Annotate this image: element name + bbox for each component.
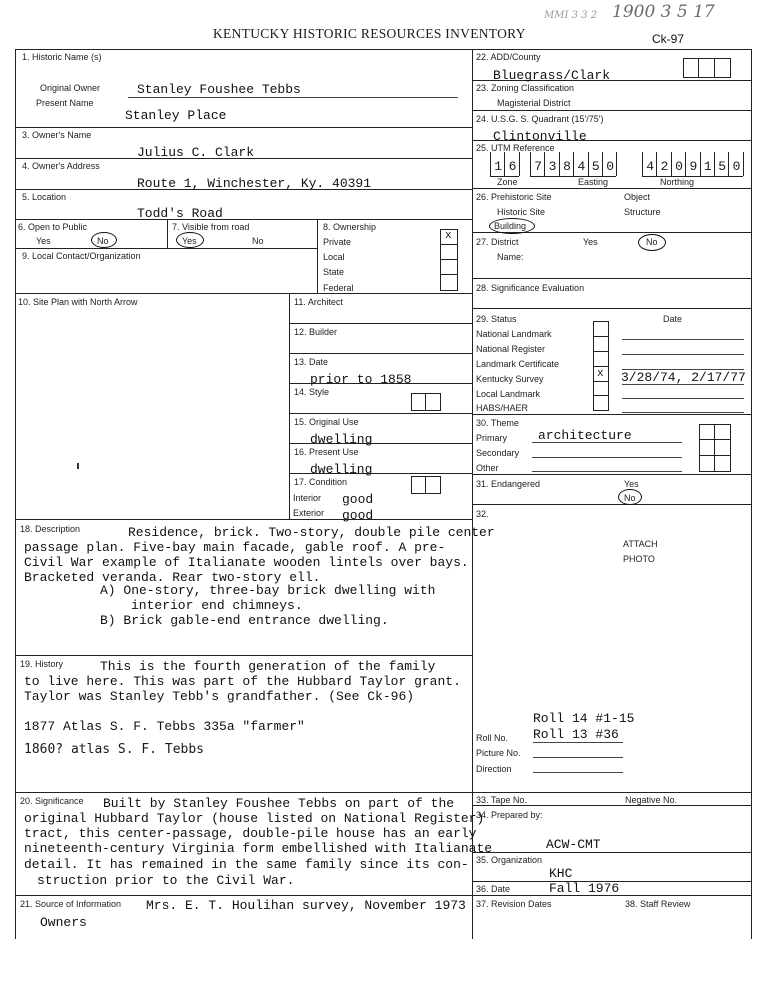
f8-private: Private [323, 237, 352, 247]
divider [15, 219, 472, 220]
negative-label: Negative No. [625, 795, 678, 805]
attach-photo-1: ATTACH [623, 539, 658, 549]
divider [440, 259, 457, 260]
status-date-label: Date [663, 314, 683, 324]
utm-cell-end [743, 152, 744, 176]
style-box[interactable] [411, 393, 441, 411]
history-line-3: Taylor was Stanley Tebb's grandfather. (See Ck-96) [24, 689, 415, 704]
f33-label: 33. Tape No. [476, 795, 527, 805]
utm-digit: 0 [728, 152, 743, 176]
atlas-1860: 1860? atlas S. F. Tebbs [24, 742, 205, 757]
f1-label: 1. Historic Name (s) [22, 52, 102, 62]
f31-no: No [624, 493, 636, 503]
district-name-label: Name: [497, 252, 524, 262]
f8-state: State [323, 267, 345, 277]
present-name-value: Stanley Place [125, 108, 227, 123]
underline [533, 742, 623, 743]
f10-label: 10. Site Plan with North Arrow [18, 297, 138, 307]
divider [472, 504, 751, 505]
quadrant-value: Clintonville [493, 129, 587, 144]
utm-digit: 8 [559, 152, 574, 176]
divider [699, 455, 730, 456]
f29-label: 29. Status [476, 314, 517, 324]
frame-left [15, 49, 16, 939]
historic-site-label: Historic Site [497, 207, 546, 217]
f15-label: 15. Original Use [294, 417, 359, 427]
f7-no: No [252, 236, 264, 246]
divider [15, 792, 472, 793]
picture-label: Picture No. [476, 748, 521, 758]
f4-label: 4. Owner's Address [22, 161, 100, 171]
f8-local: Local [323, 252, 345, 262]
divider [593, 351, 608, 352]
frame-top [15, 49, 751, 50]
utm-digit: 3 [544, 152, 559, 176]
county-value: Bluegrass/Clark [493, 68, 611, 83]
stray-mark [77, 463, 79, 469]
divider [15, 519, 472, 520]
divider [425, 476, 426, 493]
f9-label: 9. Local Contact/Organization [22, 251, 141, 261]
owner-address-value: Route 1, Winchester, Ky. 40391 [137, 176, 372, 191]
owner-name-value: Julius C. Clark [137, 145, 255, 160]
utm-digit: 6 [504, 152, 519, 176]
present-use-value: dwelling [310, 462, 373, 477]
theme-grid[interactable] [699, 424, 731, 472]
divider [167, 219, 168, 248]
roll-value-2: Roll 13 #36 [533, 727, 619, 742]
f31-yes: Yes [624, 479, 639, 489]
primary-value: architecture [538, 428, 632, 443]
utm-digit: 4 [573, 152, 588, 176]
significance-line-2: original Hubbard Taylor (house listed on National Register) [24, 811, 485, 826]
f27-no-circle [638, 234, 666, 251]
significance-line-6: struction prior to the Civil War. [37, 873, 295, 888]
original-owner-label: Original Owner [40, 83, 101, 93]
divider [593, 381, 608, 382]
zone-label: Zone [497, 177, 518, 187]
underline [622, 398, 744, 399]
utm-digit: 7 [530, 152, 545, 176]
utm-digit: 2 [656, 152, 671, 176]
f32-label: 32. [476, 509, 489, 519]
divider [425, 393, 426, 410]
divider [440, 274, 457, 275]
status-item-national-landmark: National Landmark [476, 329, 552, 339]
f38-label: 38. Staff Review [625, 899, 691, 909]
f11-label: 11. Architect [294, 297, 343, 307]
original-owner-value: Stanley Foushee Tebbs [137, 82, 301, 97]
structure-label: Structure [624, 207, 661, 217]
description-line-6: interior end chimneys. [131, 598, 303, 613]
f35-label: 35. Organization [476, 855, 543, 865]
building-circle [489, 218, 535, 234]
primary-label: Primary [476, 433, 507, 443]
underline [622, 412, 744, 413]
f6-yes: Yes [36, 236, 51, 246]
f5-label: 5. Location [22, 192, 67, 202]
divider [472, 474, 751, 475]
f18-label: 18. Description [20, 524, 81, 534]
underline [533, 757, 623, 758]
condition-box[interactable] [411, 476, 441, 494]
divider [593, 366, 608, 367]
divider [15, 293, 472, 294]
utm-cell-end [616, 152, 617, 176]
private-mark: x [445, 230, 452, 242]
f7-yes-circle [176, 232, 204, 248]
f8-federal: Federal [323, 283, 354, 293]
county-code-box[interactable] [683, 58, 731, 78]
other-label: Other [476, 463, 499, 473]
source-value-2: Owners [40, 915, 87, 930]
f12-label: 12. Builder [294, 327, 338, 337]
utm-digit: 1 [700, 152, 715, 176]
status-item-habs-haer: HABS/HAER [476, 403, 529, 413]
form-id: Ck-97 [652, 32, 685, 46]
original-use-value: dwelling [310, 432, 373, 447]
f36-label: 36. Date [476, 884, 511, 894]
divider [15, 655, 472, 656]
f19-label: 19. History [20, 659, 64, 669]
survey-mark: x [597, 368, 604, 380]
f21-label: 21. Source of Information [20, 899, 122, 909]
prep-date-value: Fall 1976 [549, 881, 620, 896]
description-line-5: A) One-story, three-bay brick dwelling with [100, 583, 436, 598]
f37-label: 37. Revision Dates [476, 899, 552, 909]
f34-label: 34. Prepared by: [476, 810, 543, 820]
underline [532, 471, 682, 472]
f27-label: 27. District [476, 237, 519, 247]
object-label: Object [624, 192, 651, 202]
divider [472, 414, 751, 415]
f25-label: 25. UTM Reference [476, 143, 555, 153]
f6-no: No [97, 236, 109, 246]
divider [593, 395, 608, 396]
underline [622, 339, 744, 340]
divider [714, 424, 715, 471]
divider [472, 278, 751, 279]
divider [440, 244, 457, 245]
divider [472, 805, 751, 806]
organization-value: KHC [549, 866, 573, 881]
utm-cell-end [519, 152, 520, 176]
f27-no: No [646, 237, 658, 247]
secondary-label: Secondary [476, 448, 520, 458]
atlas-1877: 1877 Atlas S. F. Tebbs 335a "farmer" [24, 719, 305, 734]
underline [532, 442, 682, 443]
underline [622, 354, 744, 355]
easting-label: Easting [578, 177, 609, 187]
attach-photo-2: PHOTO [623, 554, 655, 564]
f26-label: 26. Prehistoric Site [476, 192, 552, 202]
divider [472, 110, 751, 111]
divider [699, 439, 730, 440]
frame-right [751, 49, 752, 939]
divider [15, 248, 317, 249]
form-title: KENTUCKY HISTORIC RESOURCES INVENTORY [213, 26, 526, 41]
f7-label: 7. Visible from road [172, 222, 250, 232]
source-value: Mrs. E. T. Houlihan survey, November 1973 [146, 898, 466, 913]
prepared-by-value: ACW-CMT [546, 837, 601, 852]
description-line-1: Residence, brick. Two-story, double pile center [128, 525, 495, 540]
utm-digit: 0 [602, 152, 617, 176]
significance-line-1: Built by Stanley Foushee Tebbs on part of the [103, 796, 455, 811]
divider [472, 852, 751, 853]
f8-label: 8. Ownership [323, 222, 377, 232]
f6-no-circle [91, 232, 117, 248]
f13-label: 13. Date [294, 357, 329, 367]
handwritten-stamp: 1900 3 5 17 [612, 2, 715, 22]
survey-dates: 3/28/74, 2/17/77 [621, 370, 746, 385]
f30-label: 30. Theme [476, 418, 519, 428]
status-item-landmark-certificate: Landmark Certificate [476, 359, 560, 369]
exterior-label: Exterior [293, 508, 325, 518]
f6-label: 6. Open to Public [18, 222, 88, 232]
f17-label: 17. Condition [294, 477, 348, 487]
present-name-label: Present Name [36, 98, 94, 108]
exterior-value: good [342, 508, 374, 523]
interior-value: good [342, 492, 374, 507]
building-label: Building [494, 221, 527, 231]
f14-label: 14. Style [294, 387, 330, 397]
divider [472, 308, 751, 309]
divider [714, 58, 715, 77]
utm-digit: 5 [588, 152, 603, 176]
significance-line-4: nineteenth-century Virginia form embellished with Italianate [24, 841, 493, 856]
direction-label: Direction [476, 764, 512, 774]
status-item-local-landmark: Local Landmark [476, 389, 541, 399]
f31-no-circle [618, 489, 642, 505]
f31-label: 31. Endangered [476, 479, 541, 489]
divider [472, 792, 751, 793]
status-item-national-register: National Register [476, 344, 546, 354]
divider [317, 219, 318, 293]
divider [289, 323, 472, 324]
stamp-prefix: MMI 3 3 2 [544, 10, 598, 21]
divider [15, 895, 472, 896]
utm-digit: 5 [714, 152, 729, 176]
f7-yes: Yes [182, 236, 197, 246]
interior-label: Interior [293, 493, 322, 503]
f22-label: 22. ADD/County [476, 52, 541, 62]
zoning-value: Magisterial District [497, 98, 571, 108]
date-value: prior to 1858 [310, 372, 412, 387]
f16-label: 16. Present Use [294, 447, 359, 457]
description-line-4: Bracketed veranda. Rear two-story ell. [24, 570, 321, 585]
f28-label: 28. Significance Evaluation [476, 283, 585, 293]
location-value: Todd's Road [137, 206, 223, 221]
divider [593, 336, 608, 337]
divider [15, 127, 472, 128]
history-line-2: to live here. This was part of the Hubbard Taylor grant. [24, 674, 461, 689]
divider [698, 58, 699, 77]
f23-label: 23. Zoning Classification [476, 83, 575, 93]
significance-line-5: detail. It has remained in the same family since its con- [24, 857, 469, 872]
underline [128, 97, 458, 98]
roll-label: Roll No. [476, 733, 509, 743]
f3-label: 3. Owner's Name [22, 130, 92, 140]
divider [289, 413, 472, 414]
description-line-3: Civil War example of Italianate wooden lintels over bays. [24, 555, 469, 570]
divider [289, 293, 290, 519]
history-line-1: This is the fourth generation of the family [100, 659, 436, 674]
divider [289, 353, 472, 354]
description-line-2: passage plan. Five-bay main facade, gable roof. A pre- [24, 540, 446, 555]
roll-value-1: Roll 14 #1-15 [533, 711, 635, 726]
utm-digit: 0 [671, 152, 686, 176]
underline [532, 457, 682, 458]
underline [533, 772, 623, 773]
description-line-7: B) Brick gable-end entrance dwelling. [100, 613, 389, 628]
f27-yes: Yes [583, 237, 598, 247]
utm-digit: 4 [642, 152, 657, 176]
significance-line-3: tract, this center-passage, double-pile house has an early [24, 826, 477, 841]
status-item-kentucky-survey: Kentucky Survey [476, 374, 544, 384]
utm-digit: 9 [685, 152, 700, 176]
divider [472, 188, 751, 189]
utm-digit: 1 [490, 152, 505, 176]
f24-label: 24. U.S.G. S. Quadrant (15'/75') [476, 114, 604, 124]
northing-label: Northing [660, 177, 695, 187]
f20-label: 20. Significance [20, 796, 84, 806]
